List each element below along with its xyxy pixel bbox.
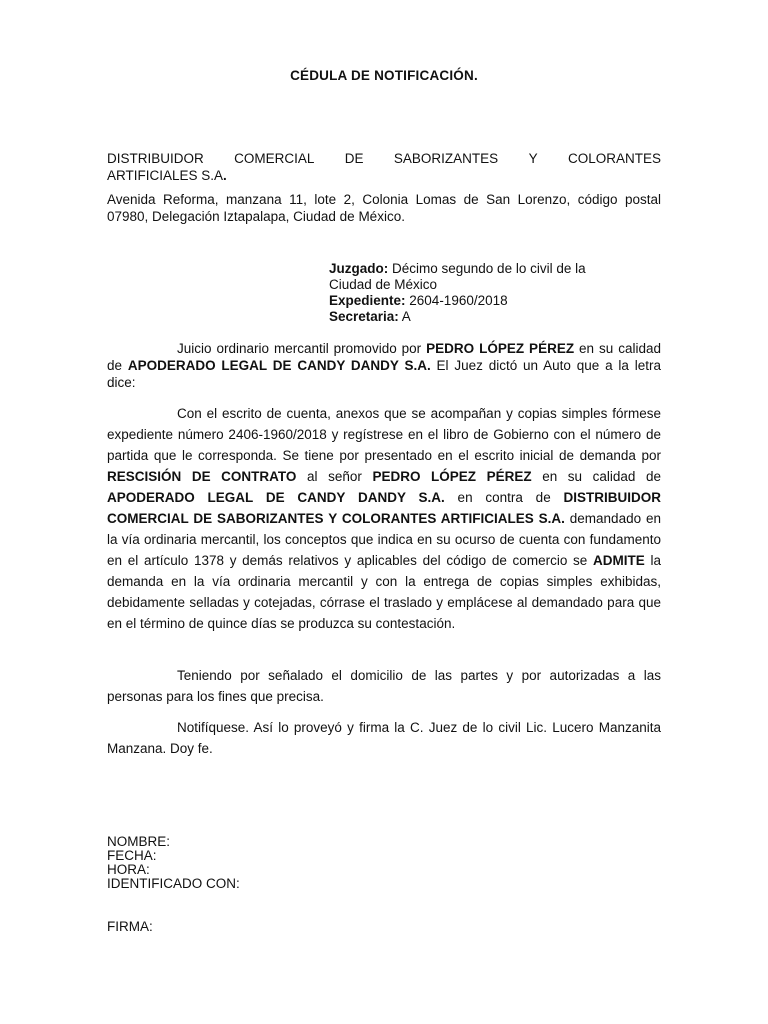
recipient-line-2: ARTIFICIALES S.A.	[107, 168, 227, 183]
domicile-paragraph: Teniendo por señalado el domicilio de las partes y por autorizadas a las personas para los fines que precisa.	[107, 668, 661, 704]
juzgado-label: Juzgado:	[329, 261, 389, 276]
recipient-word: COMERCIAL	[234, 151, 315, 166]
recipient-address: Avenida Reforma, manzana 11, lote 2, Colonia Lomas de San Lorenzo, código postal 07980, Delegación Iztapalapa, Ciudad de México.	[107, 192, 661, 224]
recipient-word: Y	[528, 151, 538, 166]
recipient-line-1	[107, 150, 661, 167]
firma-label: FIRMA:	[107, 919, 153, 934]
signature-block	[107, 835, 507, 891]
recipient-name	[107, 150, 661, 184]
fecha-label: FECHA:	[107, 848, 157, 863]
case-info	[329, 261, 629, 325]
secretaria-value: A	[398, 309, 411, 324]
document-title: CÉDULA DE NOTIFICACIÓN.	[290, 68, 478, 83]
expediente-label: Expediente:	[329, 293, 406, 308]
expediente-field	[329, 293, 629, 309]
intro-paragraph: Juicio ordinario mercantil promovido por PEDRO LÓPEZ PÉREZ en su calidad de APODERADO LEGAL DE CANDY DANDY S.A. El Juez dictó un Auto que a la letra dice:	[107, 341, 661, 390]
recipient-word: SABORIZANTES	[393, 151, 499, 166]
nombre-label: NOMBRE:	[107, 834, 171, 849]
hora-label: HORA:	[107, 862, 150, 877]
recipient-word: COLORANTES	[567, 151, 661, 166]
expediente-value: 2604-1960/2018	[405, 293, 508, 308]
identificado-label: IDENTIFICADO CON:	[107, 876, 240, 891]
recipient-word: DISTRIBUIDOR	[107, 151, 204, 166]
juzgado-field	[329, 261, 629, 293]
recipient-word: DE	[344, 151, 364, 166]
secretaria-field	[329, 309, 629, 325]
notification-paragraph: Notifíquese. Así lo proveyó y firma la C. Juez de lo civil Lic. Lucero Manzanita Manzana. Doy fe.	[107, 720, 661, 756]
juzgado-value: Décimo segundo de lo civil de la Ciudad de México	[329, 261, 586, 292]
secretaria-label: Secretaria:	[329, 309, 399, 324]
resolution-paragraph: Con el escrito de cuenta, anexos que se acompañan y copias simples fórmese expediente número 2406-1960/2018 y regístrese en el libro de Gobierno con el número de partida que le corresponda. Se tiene por presentado en el escrito inicial de demanda por RESCISIÓN DE CONTRATO al señor PEDRO LÓPEZ PÉREZ en su calidad de APODERADO LEGAL DE CANDY DANDY S.A. en contra de DISTRIBUIDOR COMERCIAL DE SABORIZANTES Y COLORANTES ARTIFICIALES S.A. demandado en la vía ordinaria mercantil, los conceptos que indica en su ocurso de cuenta con fundamento en el artículo 1378 y demás relativos y aplicables del código de comercio se ADMITE la demanda en la vía ordinaria mercantil y con la entrega de copias simples exhibidas, debidamente selladas y cotejadas, córrase el traslado y emplácese al demandado para que en el término de quince días se produzca su contestación.	[107, 406, 662, 631]
